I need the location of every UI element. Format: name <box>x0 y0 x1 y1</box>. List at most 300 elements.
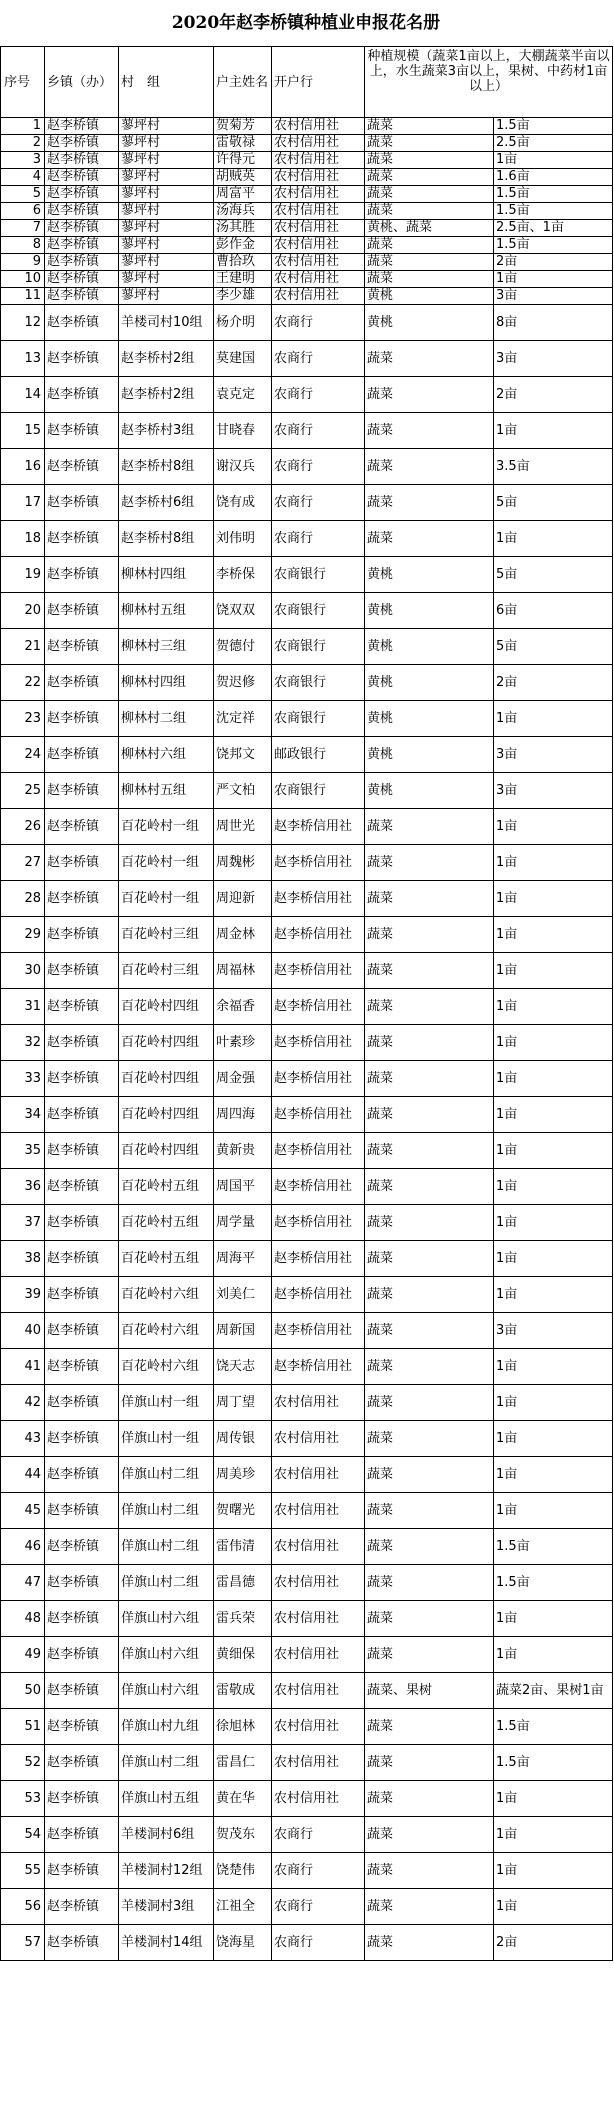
cell-bank: 农商行 <box>272 413 365 449</box>
cell-bank: 农村信用社 <box>272 254 365 271</box>
cell-name: 黄细保 <box>214 1637 272 1673</box>
cell-crop: 黄桃 <box>365 288 494 305</box>
cell-village: 赵李桥村3组 <box>119 413 214 449</box>
cell-bank: 赵李桥信用社 <box>272 1133 365 1169</box>
cell-area: 1亩 <box>494 1205 613 1241</box>
cell-village: 百花岭村四组 <box>119 1133 214 1169</box>
cell-bank: 农村信用社 <box>272 271 365 288</box>
cell-area: 1.5亩 <box>494 1709 613 1745</box>
cell-bank: 农商行 <box>272 1889 365 1925</box>
cell-village: 蓼坪村 <box>119 220 214 237</box>
cell-town: 赵李桥镇 <box>45 809 119 845</box>
cell-name: 周魏彬 <box>214 845 272 881</box>
cell-bank: 农村信用社 <box>272 152 365 169</box>
table-row <box>1 220 613 237</box>
cell-town: 赵李桥镇 <box>45 557 119 593</box>
cell-town: 赵李桥镇 <box>45 1457 119 1493</box>
cell-name: 刘美仁 <box>214 1277 272 1313</box>
cell-bank: 农村信用社 <box>272 1529 365 1565</box>
cell-name: 雷敬成 <box>214 1673 272 1709</box>
cell-area: 1亩 <box>494 1097 613 1133</box>
cell-bank: 农村信用社 <box>272 1781 365 1817</box>
cell-area: 1亩 <box>494 1421 613 1457</box>
cell-name: 杨介明 <box>214 305 272 341</box>
cell-village: 赵李桥村2组 <box>119 377 214 413</box>
cell-town: 赵李桥镇 <box>45 773 119 809</box>
cell-town: 赵李桥镇 <box>45 152 119 169</box>
cell-area: 1亩 <box>494 1853 613 1889</box>
cell-name: 周富平 <box>214 186 272 203</box>
cell-name: 饶有成 <box>214 485 272 521</box>
cell-crop: 蔬菜 <box>365 1349 494 1385</box>
cell-bank: 赵李桥信用社 <box>272 1061 365 1097</box>
cell-village: 佯旗山村二组 <box>119 1457 214 1493</box>
cell-crop: 蔬菜 <box>365 881 494 917</box>
cell-area: 1亩 <box>494 809 613 845</box>
cell-crop: 蔬菜 <box>365 1925 494 1961</box>
table-row <box>1 118 613 135</box>
cell-crop: 蔬菜 <box>365 118 494 135</box>
cell-bank: 赵李桥信用社 <box>272 1349 365 1385</box>
cell-name: 彭作金 <box>214 237 272 254</box>
cell-village: 佯旗山村二组 <box>119 1529 214 1565</box>
cell-area: 3亩 <box>494 288 613 305</box>
cell-no: 45 <box>1 1493 45 1529</box>
cell-name: 雷敬禄 <box>214 135 272 152</box>
cell-name: 周海平 <box>214 1241 272 1277</box>
cell-name: 胡贼英 <box>214 169 272 186</box>
table-row <box>1 1349 613 1385</box>
cell-crop: 黄桃 <box>365 665 494 701</box>
cell-crop: 蔬菜、果树 <box>365 1673 494 1709</box>
cell-no: 17 <box>1 485 45 521</box>
cell-village: 百花岭村五组 <box>119 1205 214 1241</box>
cell-area: 6亩 <box>494 593 613 629</box>
cell-area: 1.5亩 <box>494 237 613 254</box>
table-row <box>1 1853 613 1889</box>
roster-table <box>0 46 613 1961</box>
table-row <box>1 1241 613 1277</box>
cell-bank: 赵李桥信用社 <box>272 1241 365 1277</box>
cell-crop: 蔬菜 <box>365 1817 494 1853</box>
table-row <box>1 917 613 953</box>
cell-crop: 黄桃 <box>365 629 494 665</box>
table-row <box>1 1565 613 1601</box>
cell-name: 汤其胜 <box>214 220 272 237</box>
cell-town: 赵李桥镇 <box>45 1133 119 1169</box>
cell-bank: 赵李桥信用社 <box>272 1277 365 1313</box>
table-row <box>1 1745 613 1781</box>
table-row <box>1 1925 613 1961</box>
cell-bank: 农村信用社 <box>272 288 365 305</box>
cell-no: 49 <box>1 1637 45 1673</box>
table-row <box>1 1277 613 1313</box>
cell-crop: 蔬菜 <box>365 271 494 288</box>
cell-no: 51 <box>1 1709 45 1745</box>
cell-area: 2.5亩 <box>494 135 613 152</box>
cell-town: 赵李桥镇 <box>45 1637 119 1673</box>
cell-village: 百花岭村一组 <box>119 845 214 881</box>
cell-area: 1亩 <box>494 1349 613 1385</box>
cell-crop: 蔬菜 <box>365 449 494 485</box>
table-row <box>1 485 613 521</box>
cell-crop: 蔬菜 <box>365 152 494 169</box>
cell-area: 1亩 <box>494 1637 613 1673</box>
cell-crop: 蔬菜 <box>365 809 494 845</box>
cell-crop: 蔬菜 <box>365 1205 494 1241</box>
table-row <box>1 1709 613 1745</box>
cell-town: 赵李桥镇 <box>45 1781 119 1817</box>
cell-crop: 蔬菜 <box>365 1097 494 1133</box>
table-row <box>1 152 613 169</box>
cell-town: 赵李桥镇 <box>45 1709 119 1745</box>
cell-no: 39 <box>1 1277 45 1313</box>
cell-town: 赵李桥镇 <box>45 1385 119 1421</box>
cell-area: 1亩 <box>494 1241 613 1277</box>
table-row <box>1 593 613 629</box>
cell-town: 赵李桥镇 <box>45 737 119 773</box>
cell-town: 赵李桥镇 <box>45 1673 119 1709</box>
cell-village: 百花岭村一组 <box>119 881 214 917</box>
cell-area: 1.5亩 <box>494 1529 613 1565</box>
cell-area: 3亩 <box>494 737 613 773</box>
cell-name: 江祖全 <box>214 1889 272 1925</box>
cell-no: 25 <box>1 773 45 809</box>
cell-area: 1亩 <box>494 845 613 881</box>
cell-town: 赵李桥镇 <box>45 1493 119 1529</box>
cell-village: 羊楼司村10组 <box>119 305 214 341</box>
cell-bank: 赵李桥信用社 <box>272 1313 365 1349</box>
table-row <box>1 254 613 271</box>
cell-area: 1亩 <box>494 953 613 989</box>
cell-no: 7 <box>1 220 45 237</box>
cell-name: 汤海兵 <box>214 203 272 220</box>
cell-town: 赵李桥镇 <box>45 629 119 665</box>
cell-bank: 农村信用社 <box>272 1493 365 1529</box>
cell-bank: 农商行 <box>272 449 365 485</box>
table-row <box>1 169 613 186</box>
cell-no: 6 <box>1 203 45 220</box>
cell-bank: 赵李桥信用社 <box>272 1169 365 1205</box>
cell-no: 13 <box>1 341 45 377</box>
cell-no: 31 <box>1 989 45 1025</box>
table-row <box>1 135 613 152</box>
cell-bank: 农商银行 <box>272 701 365 737</box>
cell-town: 赵李桥镇 <box>45 989 119 1025</box>
cell-name: 周福林 <box>214 953 272 989</box>
cell-village: 柳林村三组 <box>119 629 214 665</box>
cell-bank: 农商行 <box>272 1817 365 1853</box>
cell-town: 赵李桥镇 <box>45 665 119 701</box>
cell-no: 56 <box>1 1889 45 1925</box>
cell-no: 16 <box>1 449 45 485</box>
table-row <box>1 1781 613 1817</box>
cell-village: 百花岭村三组 <box>119 917 214 953</box>
cell-town: 赵李桥镇 <box>45 1061 119 1097</box>
cell-no: 46 <box>1 1529 45 1565</box>
cell-village: 佯旗山村五组 <box>119 1781 214 1817</box>
cell-no: 26 <box>1 809 45 845</box>
cell-town: 赵李桥镇 <box>45 917 119 953</box>
cell-no: 35 <box>1 1133 45 1169</box>
table-row <box>1 1421 613 1457</box>
cell-no: 27 <box>1 845 45 881</box>
cell-crop: 蔬菜 <box>365 169 494 186</box>
cell-name: 饶邦文 <box>214 737 272 773</box>
table-row <box>1 629 613 665</box>
cell-area: 1亩 <box>494 1889 613 1925</box>
cell-crop: 黄桃、蔬菜 <box>365 220 494 237</box>
cell-no: 53 <box>1 1781 45 1817</box>
cell-bank: 农商行 <box>272 485 365 521</box>
cell-name: 周美珍 <box>214 1457 272 1493</box>
cell-name: 李桥保 <box>214 557 272 593</box>
header-scale: 种植规模（蔬菜1亩以上，大棚蔬菜半亩以上，水生蔬菜3亩以上，果树、中药材1亩以上） <box>365 47 613 118</box>
table-row <box>1 1205 613 1241</box>
cell-village: 百花岭村四组 <box>119 1061 214 1097</box>
cell-no: 38 <box>1 1241 45 1277</box>
cell-village: 佯旗山村一组 <box>119 1385 214 1421</box>
cell-name: 叶素珍 <box>214 1025 272 1061</box>
cell-town: 赵李桥镇 <box>45 845 119 881</box>
cell-name: 周学量 <box>214 1205 272 1241</box>
cell-area: 3亩 <box>494 1313 613 1349</box>
cell-town: 赵李桥镇 <box>45 203 119 220</box>
cell-bank: 农商行 <box>272 521 365 557</box>
table-row <box>1 305 613 341</box>
table-row <box>1 1529 613 1565</box>
table-row <box>1 237 613 254</box>
cell-town: 赵李桥镇 <box>45 1277 119 1313</box>
cell-no: 15 <box>1 413 45 449</box>
cell-no: 23 <box>1 701 45 737</box>
cell-crop: 蔬菜 <box>365 1421 494 1457</box>
cell-village: 百花岭村五组 <box>119 1241 214 1277</box>
cell-area: 5亩 <box>494 485 613 521</box>
header-bank: 开户行 <box>272 47 365 118</box>
cell-name: 谢汉兵 <box>214 449 272 485</box>
cell-area: 1亩 <box>494 989 613 1025</box>
cell-area: 1亩 <box>494 1169 613 1205</box>
cell-crop: 蔬菜 <box>365 1529 494 1565</box>
cell-village: 蓼坪村 <box>119 237 214 254</box>
cell-no: 50 <box>1 1673 45 1709</box>
cell-town: 赵李桥镇 <box>45 1745 119 1781</box>
cell-crop: 蔬菜 <box>365 1637 494 1673</box>
cell-name: 黄在华 <box>214 1781 272 1817</box>
cell-bank: 农村信用社 <box>272 203 365 220</box>
cell-village: 羊楼洞村6组 <box>119 1817 214 1853</box>
cell-town: 赵李桥镇 <box>45 1889 119 1925</box>
cell-no: 2 <box>1 135 45 152</box>
cell-crop: 蔬菜 <box>365 237 494 254</box>
cell-crop: 蔬菜 <box>365 1025 494 1061</box>
cell-town: 赵李桥镇 <box>45 1601 119 1637</box>
cell-area: 1亩 <box>494 1277 613 1313</box>
cell-town: 赵李桥镇 <box>45 449 119 485</box>
cell-area: 8亩 <box>494 305 613 341</box>
cell-crop: 蔬菜 <box>365 377 494 413</box>
cell-town: 赵李桥镇 <box>45 305 119 341</box>
cell-village: 蓼坪村 <box>119 118 214 135</box>
cell-no: 43 <box>1 1421 45 1457</box>
cell-town: 赵李桥镇 <box>45 1853 119 1889</box>
cell-no: 41 <box>1 1349 45 1385</box>
cell-village: 佯旗山村二组 <box>119 1745 214 1781</box>
cell-village: 蓼坪村 <box>119 203 214 220</box>
cell-bank: 农商银行 <box>272 593 365 629</box>
cell-village: 柳林村五组 <box>119 593 214 629</box>
table-row <box>1 989 613 1025</box>
cell-village: 佯旗山村一组 <box>119 1421 214 1457</box>
cell-name: 严文柏 <box>214 773 272 809</box>
cell-bank: 邮政银行 <box>272 737 365 773</box>
table-row <box>1 288 613 305</box>
cell-no: 8 <box>1 237 45 254</box>
cell-name: 周金林 <box>214 917 272 953</box>
sheet-title: 2020年赵李桥镇种植业申报花名册 <box>171 13 441 33</box>
cell-crop: 蔬菜 <box>365 254 494 271</box>
cell-no: 55 <box>1 1853 45 1889</box>
table-row <box>1 1889 613 1925</box>
table-row <box>1 1673 613 1709</box>
cell-name: 莫建国 <box>214 341 272 377</box>
cell-bank: 农村信用社 <box>272 1673 365 1709</box>
cell-crop: 黄桃 <box>365 557 494 593</box>
table-row <box>1 341 613 377</box>
cell-crop: 蔬菜 <box>365 989 494 1025</box>
cell-name: 周传银 <box>214 1421 272 1457</box>
table-row <box>1 845 613 881</box>
cell-crop: 蔬菜 <box>365 1385 494 1421</box>
cell-village: 佯旗山村六组 <box>119 1637 214 1673</box>
cell-area: 1亩 <box>494 917 613 953</box>
table-row <box>1 1313 613 1349</box>
cell-no: 12 <box>1 305 45 341</box>
cell-area: 5亩 <box>494 557 613 593</box>
cell-name: 周新国 <box>214 1313 272 1349</box>
cell-bank: 农商行 <box>272 377 365 413</box>
cell-village: 百花岭村三组 <box>119 953 214 989</box>
cell-village: 蓼坪村 <box>119 271 214 288</box>
cell-area: 1亩 <box>494 1817 613 1853</box>
cell-area: 1.6亩 <box>494 169 613 186</box>
cell-town: 赵李桥镇 <box>45 341 119 377</box>
cell-crop: 黄桃 <box>365 593 494 629</box>
cell-no: 29 <box>1 917 45 953</box>
cell-crop: 蔬菜 <box>365 485 494 521</box>
cell-town: 赵李桥镇 <box>45 593 119 629</box>
cell-area: 蔬菜2亩、果树1亩 <box>494 1673 613 1709</box>
cell-area: 5亩 <box>494 629 613 665</box>
cell-area: 2亩 <box>494 665 613 701</box>
cell-area: 1.5亩 <box>494 1745 613 1781</box>
cell-town: 赵李桥镇 <box>45 186 119 203</box>
cell-bank: 农商行 <box>272 305 365 341</box>
cell-area: 3亩 <box>494 773 613 809</box>
cell-bank: 农村信用社 <box>272 1565 365 1601</box>
cell-town: 赵李桥镇 <box>45 1349 119 1385</box>
cell-bank: 赵李桥信用社 <box>272 917 365 953</box>
table-row <box>1 1061 613 1097</box>
cell-crop: 黄桃 <box>365 305 494 341</box>
cell-crop: 黄桃 <box>365 773 494 809</box>
cell-name: 余福香 <box>214 989 272 1025</box>
cell-town: 赵李桥镇 <box>45 220 119 237</box>
cell-town: 赵李桥镇 <box>45 953 119 989</box>
cell-no: 5 <box>1 186 45 203</box>
cell-bank: 赵李桥信用社 <box>272 989 365 1025</box>
cell-bank: 赵李桥信用社 <box>272 845 365 881</box>
table-row <box>1 1457 613 1493</box>
cell-village: 百花岭村一组 <box>119 809 214 845</box>
cell-name: 刘伟明 <box>214 521 272 557</box>
cell-name: 黄新贵 <box>214 1133 272 1169</box>
cell-area: 1亩 <box>494 521 613 557</box>
cell-crop: 蔬菜 <box>365 1061 494 1097</box>
cell-town: 赵李桥镇 <box>45 1925 119 1961</box>
cell-town: 赵李桥镇 <box>45 1529 119 1565</box>
cell-town: 赵李桥镇 <box>45 254 119 271</box>
cell-bank: 赵李桥信用社 <box>272 809 365 845</box>
cell-village: 赵李桥村6组 <box>119 485 214 521</box>
cell-town: 赵李桥镇 <box>45 1421 119 1457</box>
cell-area: 2亩 <box>494 254 613 271</box>
cell-area: 1亩 <box>494 701 613 737</box>
table-row <box>1 449 613 485</box>
cell-town: 赵李桥镇 <box>45 377 119 413</box>
cell-crop: 蔬菜 <box>365 1313 494 1349</box>
cell-village: 百花岭村五组 <box>119 1169 214 1205</box>
cell-village: 柳林村五组 <box>119 773 214 809</box>
cell-bank: 农商银行 <box>272 773 365 809</box>
table-row <box>1 1133 613 1169</box>
cell-no: 18 <box>1 521 45 557</box>
table-row <box>1 701 613 737</box>
cell-bank: 农村信用社 <box>272 1457 365 1493</box>
table-row <box>1 557 613 593</box>
cell-name: 王建明 <box>214 271 272 288</box>
cell-no: 33 <box>1 1061 45 1097</box>
cell-no: 40 <box>1 1313 45 1349</box>
cell-village: 蓼坪村 <box>119 135 214 152</box>
cell-area: 1.5亩 <box>494 1565 613 1601</box>
cell-crop: 蔬菜 <box>365 1565 494 1601</box>
cell-village: 百花岭村四组 <box>119 1025 214 1061</box>
cell-no: 24 <box>1 737 45 773</box>
cell-bank: 农村信用社 <box>272 237 365 254</box>
cell-village: 柳林村四组 <box>119 557 214 593</box>
cell-bank: 农商行 <box>272 341 365 377</box>
cell-no: 52 <box>1 1745 45 1781</box>
table-row <box>1 203 613 220</box>
cell-area: 2.5亩、1亩 <box>494 220 613 237</box>
cell-area: 1亩 <box>494 271 613 288</box>
cell-no: 34 <box>1 1097 45 1133</box>
cell-name: 雷兵荣 <box>214 1601 272 1637</box>
cell-name: 贺德付 <box>214 629 272 665</box>
cell-village: 赵李桥村8组 <box>119 521 214 557</box>
table-row <box>1 665 613 701</box>
cell-crop: 蔬菜 <box>365 1889 494 1925</box>
cell-town: 赵李桥镇 <box>45 118 119 135</box>
table-row <box>1 1637 613 1673</box>
cell-bank: 赵李桥信用社 <box>272 1097 365 1133</box>
cell-name: 饶双双 <box>214 593 272 629</box>
cell-name: 许得元 <box>214 152 272 169</box>
cell-town: 赵李桥镇 <box>45 485 119 521</box>
cell-area: 1亩 <box>494 1061 613 1097</box>
